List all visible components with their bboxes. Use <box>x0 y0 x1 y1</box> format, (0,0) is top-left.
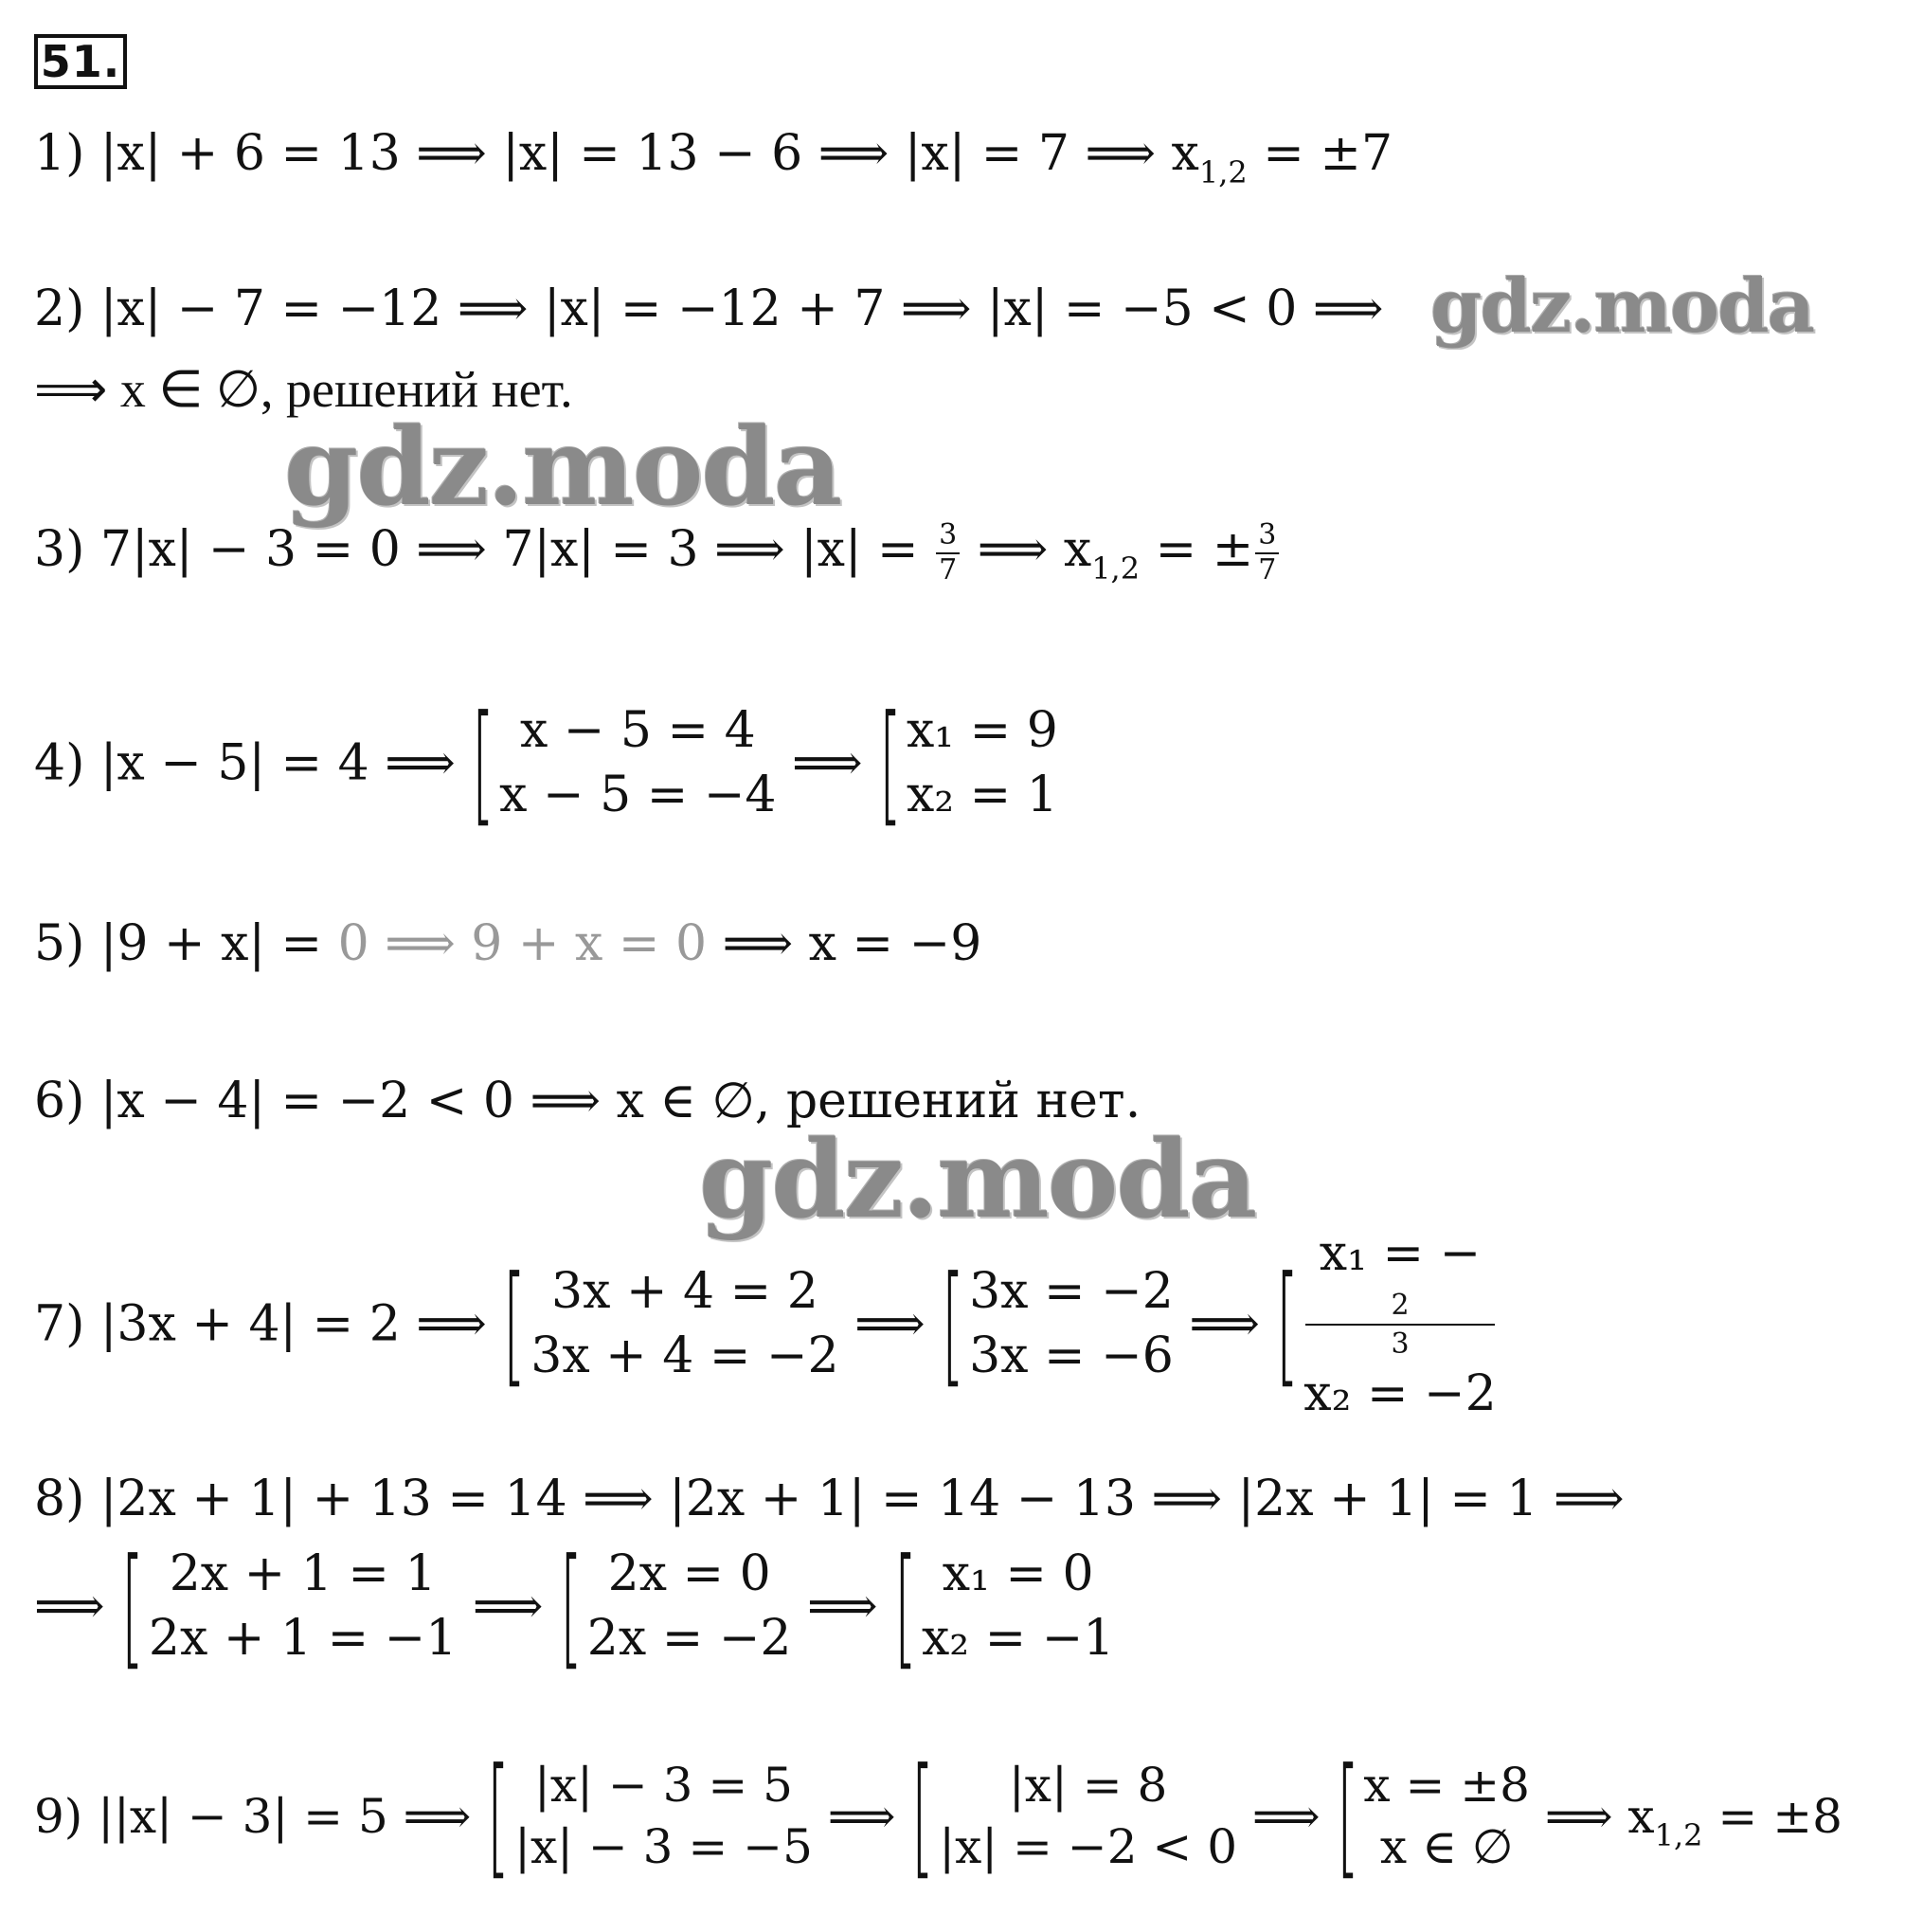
problem-1-text: 1) |x| + 6 = 13 ⟹ |x| = 13 − 6 ⟹ |x| = 7 ⟹ x <box>34 125 1199 182</box>
bracket-icon: [ <box>503 1247 527 1400</box>
problem-7 <box>34 1222 1497 1426</box>
problem-3-text-3: = ± <box>1140 521 1254 578</box>
problem-9-answer: = ±8 <box>1702 1789 1842 1844</box>
problem-2 <box>34 280 1384 337</box>
bracket-icon: [ <box>942 1247 965 1400</box>
system-of-equations: [ 3x = −2 3x = −6 <box>942 1247 1174 1400</box>
problem-1-subscript: 1,2 <box>1198 154 1248 190</box>
system-of-solutions: [ x = ±8 x ∈ ∅ <box>1336 1739 1530 1892</box>
system-of-solutions: [ x₁ = 9 x₂ = 1 <box>878 686 1058 840</box>
implies-arrow: ⟹ <box>34 1578 105 1635</box>
problem-5-faint-text: 0 ⟹ 9 + x = 0 <box>337 915 708 972</box>
system-of-solutions: [ x₁ = − 2 3 x₂ = −2 <box>1276 1225 1497 1422</box>
exercise-number: 51. <box>34 34 127 89</box>
problem-4 <box>34 686 1058 840</box>
bracket-icon: [ <box>487 1739 511 1892</box>
system-of-equations: [ 2x = 0 2x = −2 <box>559 1529 792 1683</box>
implies-arrow: ⟹ <box>1251 1789 1321 1844</box>
problem-7-lhs: 7) |3x + 4| = 2 ⟹ <box>34 1295 487 1353</box>
problem-5 <box>34 915 982 972</box>
bracket-icon: [ <box>911 1739 935 1892</box>
implies-arrow: ⟹ <box>827 1789 896 1844</box>
problem-9-tail: ⟹ x <box>1544 1789 1655 1844</box>
system-of-equations: [ x − 5 = 4 x − 5 = −4 <box>472 686 777 840</box>
bracket-icon: [ <box>878 686 903 840</box>
fraction: $\frac{3}{7}$ <box>1255 519 1279 587</box>
problem-5-text: 5) |9 + x| = <box>34 915 338 972</box>
watermark-logo: gdz.moda <box>699 1118 1256 1242</box>
problem-8-text: 8) |2x + 1| + 13 = 14 ⟹ |2x + 1| = 14 − 13 ⟹ |2x + 1| = 1 ⟹ <box>34 1471 1625 1527</box>
implies-arrow: ⟹ <box>472 1578 544 1635</box>
problem-9 <box>34 1739 1842 1892</box>
watermark-logo: gdz.moda <box>1430 263 1814 350</box>
problem-8-line-1 <box>34 1471 1625 1527</box>
problem-2-conclusion: ⟹ x ∈ ∅, решений нет. <box>34 361 573 418</box>
problem-3-text: 3) 7|x| − 3 = 0 ⟹ 7|x| = 3 ⟹ |x| = <box>34 521 919 578</box>
problem-1 <box>34 125 1393 190</box>
system-of-solutions: [ x₁ = 0 x₂ = −1 <box>893 1529 1115 1683</box>
implies-arrow: ⟹ <box>1189 1295 1260 1353</box>
problem-1-answer: = ±7 <box>1247 125 1393 182</box>
fraction: $\frac{3}{7}$ <box>936 519 960 587</box>
bracket-icon: [ <box>559 1529 583 1683</box>
watermark-logo: gdz.moda <box>284 406 841 530</box>
system-of-equations: [ 2x + 1 = 1 2x + 1 = −1 <box>120 1529 458 1683</box>
problem-6-text: 6) |x − 4| = −2 < 0 ⟹ x ∈ ∅, решений нет. <box>34 1073 1141 1129</box>
bracket-icon: [ <box>1336 1739 1359 1892</box>
problem-2-text: 2) |x| − 7 = −12 ⟹ |x| = −12 + 7 ⟹ |x| = −5 < 0 ⟹ <box>34 280 1384 337</box>
implies-arrow: ⟹ <box>792 734 863 792</box>
problem-3-text-2: ⟹ x <box>977 521 1092 578</box>
problem-3-subscript: 1,2 <box>1091 551 1141 587</box>
system-of-equations: [ 3x + 4 = 2 3x + 4 = −2 <box>503 1247 839 1400</box>
bracket-icon: [ <box>472 686 495 840</box>
problem-8-line-2 <box>34 1529 1115 1683</box>
bracket-icon: [ <box>120 1529 145 1683</box>
bracket-icon: [ <box>893 1529 918 1683</box>
implies-arrow: ⟹ <box>854 1295 926 1353</box>
implies-arrow: ⟹ <box>807 1578 878 1635</box>
fraction: 2 3 <box>1305 1287 1494 1363</box>
system-of-equations: [ |x| − 3 = 5 |x| − 3 = −5 <box>487 1739 813 1892</box>
problem-9-lhs: 9) ||x| − 3| = 5 ⟹ <box>34 1789 472 1844</box>
problem-5-answer: ⟹ x = −9 <box>707 915 982 972</box>
problem-4-lhs: 4) |x − 5| = 4 ⟹ <box>34 734 456 792</box>
bracket-icon: [ <box>1276 1247 1300 1400</box>
system-of-equations: [ |x| = 8 |x| = −2 < 0 <box>911 1739 1238 1892</box>
problem-9-subscript: 1,2 <box>1654 1817 1703 1853</box>
